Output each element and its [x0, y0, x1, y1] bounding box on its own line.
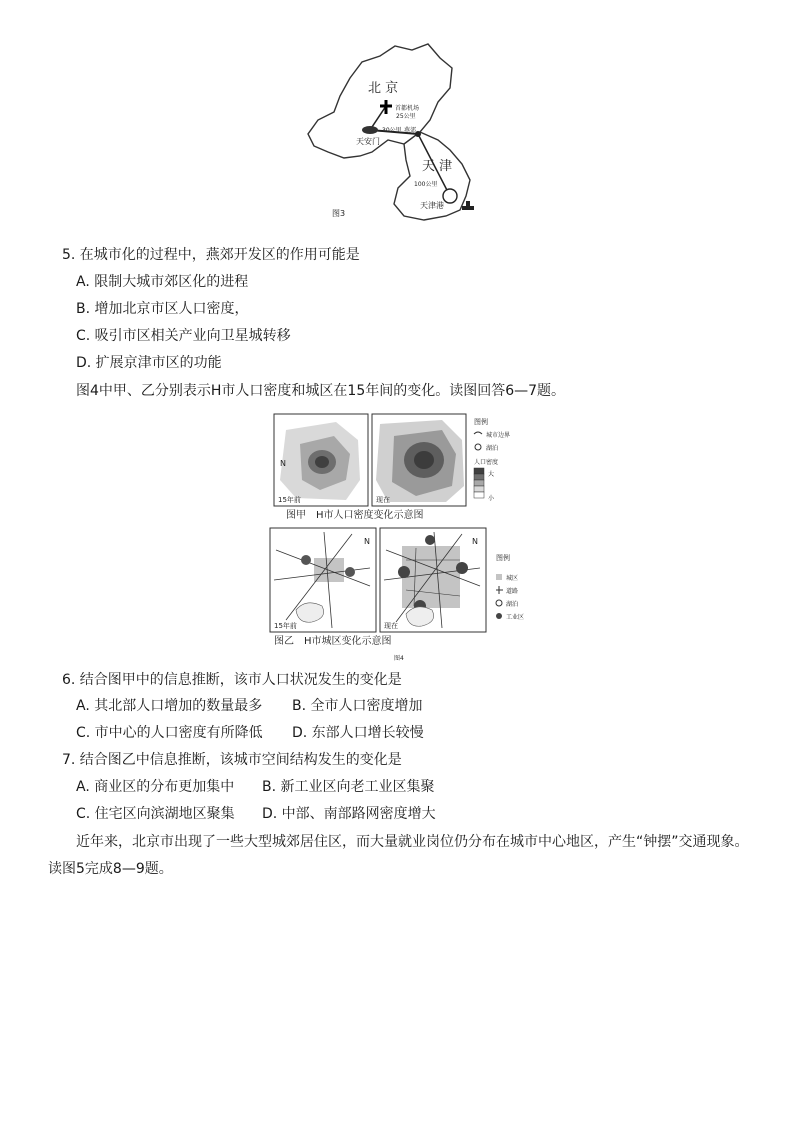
beijing-boundary	[308, 44, 452, 158]
label-tianjin-port: 天津港	[420, 201, 444, 210]
legend-density: 人口密度	[474, 459, 499, 466]
label-now-b: 现在	[384, 622, 398, 630]
density-map-now	[372, 414, 466, 506]
north-arrow-c: N	[472, 537, 478, 546]
label-airport: 首都机场	[395, 105, 420, 112]
figure-4	[266, 410, 526, 665]
label-tianjin: 天 津	[422, 159, 453, 174]
question-5-option-a: A. 限制大城市郊区化的进程	[76, 274, 249, 290]
question-7-option-a: A. 商业区的分布更加集中	[76, 779, 235, 795]
figure-4-caption: 图4	[394, 655, 404, 662]
question-6-option-c: C. 市中心的人口密度有所降低	[76, 725, 263, 741]
legend-title: 图例	[474, 418, 488, 426]
tianjin-city-marker	[443, 189, 457, 203]
legend-urban	[496, 553, 524, 621]
question-7-option-b: B. 新工业区向老工业区集聚	[262, 779, 435, 795]
figure-4-intro: 图4中甲、乙分别表示H市人口密度和城区在15年间的变化。读图回答6—7题。	[76, 383, 566, 399]
question-6-option-b: B. 全市人口密度增加	[292, 698, 423, 714]
label-before-a: 15年前	[278, 496, 301, 504]
figure-3-caption: 图3	[332, 209, 346, 218]
label-dist100: 100公里	[414, 181, 438, 188]
label-now-a: 现在	[376, 496, 390, 504]
question-7-stem: 7. 结合图乙中信息推断，该城市空间结构发生的变化是	[62, 752, 402, 768]
legend2-road: 道路	[506, 588, 519, 595]
legend2-title: 图例	[496, 554, 510, 562]
question-5-stem: 5. 在城市化的过程中，燕郊开发区的作用可能是	[62, 247, 360, 263]
urban-map-now	[380, 528, 486, 632]
question-6-option-a: A. 其北部人口增加的数量最多	[76, 698, 263, 714]
figure-3-map	[300, 40, 485, 225]
label-dist30: 30公里	[382, 127, 402, 134]
figure-4-caption-b: 图乙 H市城区变化示意图	[274, 636, 392, 647]
legend-lake: 湖泊	[486, 445, 499, 452]
north-arrow: N	[280, 459, 286, 468]
paragraph-8-9-intro: 近年来，北京市出现了一些大型城郊居住区，而大量就业岗位仍分布在城市中心地区，产生“钟摆”交通现象。读图5完成8—9题。	[48, 834, 749, 877]
legend-small: 小	[488, 495, 495, 502]
question-5-option-b: B. 增加北京市区人口密度，	[76, 301, 249, 317]
legend2-industry: 工业区	[506, 614, 525, 621]
label-dist25: 25公里	[396, 113, 416, 120]
legend2-lake: 湖泊	[506, 601, 519, 608]
legend-boundary: 城市边界	[486, 432, 511, 439]
figure-4-caption-a: 图甲 H市人口密度变化示意图	[286, 510, 424, 521]
question-5-option-c: C. 吸引市区相关产业向卫星城转移	[76, 328, 291, 344]
question-7-option-c: C. 住宅区向滨湖地区聚集	[76, 806, 235, 822]
density-map-before	[274, 414, 368, 506]
question-7-option-d: D. 中部、南部路网密度增大	[262, 806, 436, 822]
question-5-option-d: D. 扩展京津市区的功能	[76, 355, 222, 371]
north-arrow-b: N	[364, 537, 370, 546]
label-beijing: 北 京	[368, 81, 399, 96]
question-6-stem: 6. 结合图甲中的信息推断，该市人口状况发生的变化是	[62, 672, 402, 688]
legend-density	[474, 417, 510, 502]
urban-map-before	[270, 528, 376, 632]
label-yanjiao: 燕郊	[404, 127, 417, 134]
legend2-urban: 城区	[506, 575, 519, 582]
tiananmen-marker	[362, 126, 378, 134]
question-6-option-d: D. 东部人口增长较慢	[292, 725, 424, 741]
label-before-b: 15年前	[274, 622, 297, 630]
legend-big: 大	[488, 471, 495, 478]
label-tiananmen: 天安门	[356, 137, 380, 146]
